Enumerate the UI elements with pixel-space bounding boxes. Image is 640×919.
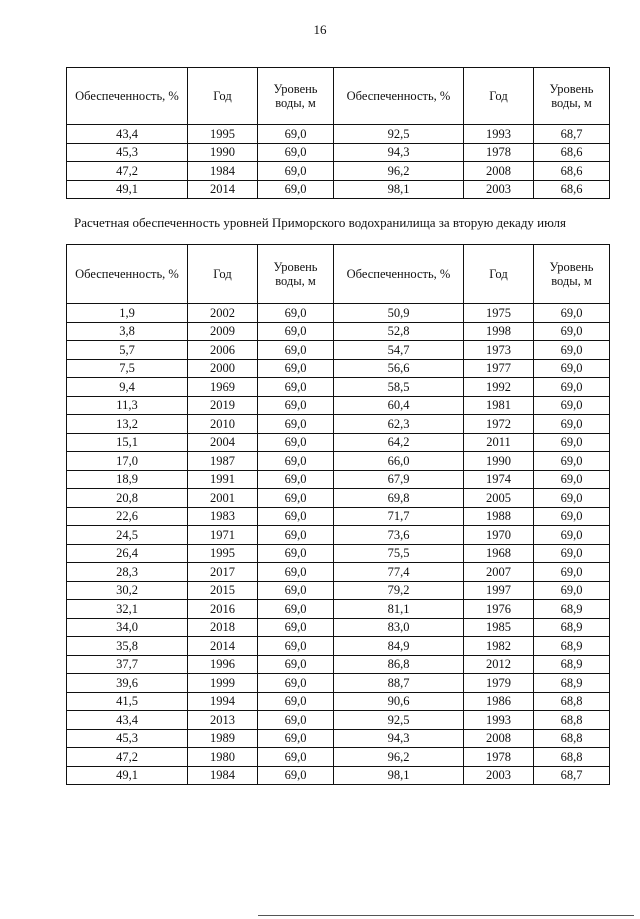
- cell-probability: 30,2: [67, 581, 188, 600]
- table-row: [67, 378, 610, 397]
- cell-year: 1984: [188, 766, 258, 785]
- cell-water-level: 69,0: [534, 581, 610, 600]
- cell-probability: 50,9: [334, 304, 464, 323]
- cell-probability: 7,5: [67, 359, 188, 378]
- cell-year: 1996: [188, 655, 258, 674]
- table-row: [67, 581, 610, 600]
- cell-probability: 47,2: [67, 162, 188, 181]
- cell-probability: 79,2: [334, 581, 464, 600]
- cell-probability: 11,3: [67, 396, 188, 415]
- cell-water-level: 68,8: [534, 748, 610, 767]
- table-row: [67, 470, 610, 489]
- cell-water-level: 69,0: [534, 341, 610, 360]
- cell-year: 2017: [188, 563, 258, 582]
- cell-probability: 92,5: [334, 711, 464, 730]
- cell-year: 1978: [464, 143, 534, 162]
- cell-year: 1990: [188, 143, 258, 162]
- header-water-level: Уровень воды, м: [534, 245, 610, 304]
- cell-year: 1979: [464, 674, 534, 693]
- cell-probability: 94,3: [334, 729, 464, 748]
- cell-water-level: 69,0: [258, 766, 334, 785]
- cell-probability: 81,1: [334, 600, 464, 619]
- table-row: [67, 711, 610, 730]
- cell-water-level: 69,0: [258, 433, 334, 452]
- cell-probability: 49,1: [67, 180, 188, 199]
- cell-probability: 96,2: [334, 748, 464, 767]
- cell-probability: 39,6: [67, 674, 188, 693]
- table-row: [67, 507, 610, 526]
- cell-water-level: 69,0: [258, 581, 334, 600]
- table-july-second-decade: [66, 244, 610, 785]
- header-year: Год: [188, 245, 258, 304]
- cell-water-level: 69,0: [258, 600, 334, 619]
- cell-year: 1978: [464, 748, 534, 767]
- table-row: [67, 637, 610, 656]
- cell-year: 2007: [464, 563, 534, 582]
- cell-year: 1987: [188, 452, 258, 471]
- cell-probability: 20,8: [67, 489, 188, 508]
- table-row: [67, 766, 610, 785]
- cell-water-level: 69,0: [258, 322, 334, 341]
- table-row: [67, 729, 610, 748]
- table-row: [67, 655, 610, 674]
- cell-year: 2015: [188, 581, 258, 600]
- cell-year: 2008: [464, 162, 534, 181]
- table-row: [67, 526, 610, 545]
- cell-year: 1995: [188, 544, 258, 563]
- table-row: [67, 433, 610, 452]
- table-row: [67, 452, 610, 471]
- cell-probability: 26,4: [67, 544, 188, 563]
- cell-year: 1991: [188, 470, 258, 489]
- cell-probability: 60,4: [334, 396, 464, 415]
- cell-year: 1994: [188, 692, 258, 711]
- cell-year: 1986: [464, 692, 534, 711]
- table-row: [67, 304, 610, 323]
- cell-year: 2013: [188, 711, 258, 730]
- cell-probability: 73,6: [334, 526, 464, 545]
- cell-probability: 90,6: [334, 692, 464, 711]
- cell-water-level: 68,7: [534, 125, 610, 144]
- cell-year: 1989: [188, 729, 258, 748]
- cell-water-level: 69,0: [534, 452, 610, 471]
- header-year: Год: [464, 68, 534, 125]
- cell-year: 2011: [464, 433, 534, 452]
- cell-year: 1985: [464, 618, 534, 637]
- table-row: [67, 322, 610, 341]
- cell-year: 2005: [464, 489, 534, 508]
- cell-water-level: 69,0: [258, 729, 334, 748]
- cell-year: 1968: [464, 544, 534, 563]
- cell-probability: 98,1: [334, 180, 464, 199]
- cell-year: 1975: [464, 304, 534, 323]
- cell-water-level: 69,0: [258, 452, 334, 471]
- cell-year: 1971: [188, 526, 258, 545]
- table-header-row: [67, 68, 610, 125]
- cell-year: 1973: [464, 341, 534, 360]
- table-row: [67, 600, 610, 619]
- cell-probability: 34,0: [67, 618, 188, 637]
- cell-water-level: 68,7: [534, 766, 610, 785]
- table-row: [67, 563, 610, 582]
- page-number: 16: [313, 22, 327, 37]
- header-year: Год: [188, 68, 258, 125]
- cell-probability: 69,8: [334, 489, 464, 508]
- cell-year: 2004: [188, 433, 258, 452]
- cell-water-level: 69,0: [258, 180, 334, 199]
- cell-probability: 92,5: [334, 125, 464, 144]
- cell-probability: 49,1: [67, 766, 188, 785]
- cell-water-level: 69,0: [534, 415, 610, 434]
- cell-water-level: 69,0: [258, 415, 334, 434]
- header-probability: Обеспеченность, %: [334, 245, 464, 304]
- cell-water-level: 69,0: [258, 692, 334, 711]
- cell-year: 2003: [464, 766, 534, 785]
- cell-probability: 47,2: [67, 748, 188, 767]
- cell-year: 1995: [188, 125, 258, 144]
- cell-probability: 54,7: [334, 341, 464, 360]
- cell-water-level: 69,0: [258, 378, 334, 397]
- header-water-level: Уровень воды, м: [258, 68, 334, 125]
- cell-year: 1982: [464, 637, 534, 656]
- cell-water-level: 68,8: [534, 692, 610, 711]
- cell-water-level: 69,0: [534, 304, 610, 323]
- cell-probability: 83,0: [334, 618, 464, 637]
- cell-probability: 58,5: [334, 378, 464, 397]
- table-row: [67, 162, 610, 181]
- cell-water-level: 69,0: [534, 322, 610, 341]
- cell-year: 1993: [464, 711, 534, 730]
- cell-probability: 77,4: [334, 563, 464, 582]
- cell-year: 2008: [464, 729, 534, 748]
- cell-probability: 88,7: [334, 674, 464, 693]
- cell-water-level: 68,9: [534, 674, 610, 693]
- cell-water-level: 69,0: [534, 544, 610, 563]
- cell-probability: 66,0: [334, 452, 464, 471]
- cell-probability: 43,4: [67, 711, 188, 730]
- cell-water-level: 68,8: [534, 711, 610, 730]
- table-row: [67, 341, 610, 360]
- cell-water-level: 69,0: [258, 143, 334, 162]
- cell-year: 1990: [464, 452, 534, 471]
- cell-probability: 75,5: [334, 544, 464, 563]
- cell-water-level: 69,0: [534, 433, 610, 452]
- cell-water-level: 69,0: [534, 378, 610, 397]
- cell-year: 2000: [188, 359, 258, 378]
- cell-water-level: 69,0: [258, 618, 334, 637]
- table-row: [67, 618, 610, 637]
- cell-water-level: 68,6: [534, 162, 610, 181]
- table-row: [67, 396, 610, 415]
- cell-year: 1977: [464, 359, 534, 378]
- table-row: [67, 748, 610, 767]
- cell-year: 1969: [188, 378, 258, 397]
- cell-probability: 71,7: [334, 507, 464, 526]
- cell-water-level: 69,0: [258, 125, 334, 144]
- table-row: [67, 489, 610, 508]
- cell-water-level: 68,9: [534, 655, 610, 674]
- cell-year: 2014: [188, 637, 258, 656]
- cell-year: 2001: [188, 489, 258, 508]
- cell-year: 1984: [188, 162, 258, 181]
- table-row: [67, 143, 610, 162]
- cell-year: 1970: [464, 526, 534, 545]
- cell-probability: 24,5: [67, 526, 188, 545]
- cell-probability: 86,8: [334, 655, 464, 674]
- cell-year: 1999: [188, 674, 258, 693]
- cell-water-level: 68,9: [534, 600, 610, 619]
- cell-probability: 9,4: [67, 378, 188, 397]
- cell-year: 1980: [188, 748, 258, 767]
- header-probability: Обеспеченность, %: [334, 68, 464, 125]
- cell-year: 2019: [188, 396, 258, 415]
- header-year: Год: [464, 245, 534, 304]
- header-probability: Обеспеченность, %: [67, 245, 188, 304]
- cell-water-level: 69,0: [258, 507, 334, 526]
- table-row: [67, 544, 610, 563]
- cell-probability: 3,8: [67, 322, 188, 341]
- cell-probability: 32,1: [67, 600, 188, 619]
- cell-water-level: 69,0: [258, 489, 334, 508]
- cell-year: 1974: [464, 470, 534, 489]
- cell-water-level: 68,6: [534, 180, 610, 199]
- cell-water-level: 68,8: [534, 729, 610, 748]
- header-water-level: Уровень воды, м: [534, 68, 610, 125]
- table-row: [67, 359, 610, 378]
- cell-probability: 37,7: [67, 655, 188, 674]
- cell-probability: 98,1: [334, 766, 464, 785]
- cell-water-level: 69,0: [534, 563, 610, 582]
- cell-probability: 28,3: [67, 563, 188, 582]
- cell-water-level: 69,0: [534, 489, 610, 508]
- cell-water-level: 68,9: [534, 618, 610, 637]
- cell-water-level: 69,0: [258, 341, 334, 360]
- table-header-row: [67, 245, 610, 304]
- cell-probability: 96,2: [334, 162, 464, 181]
- table-row: [67, 415, 610, 434]
- cell-probability: 5,7: [67, 341, 188, 360]
- cell-year: 1988: [464, 507, 534, 526]
- cell-year: 1981: [464, 396, 534, 415]
- cell-year: 2012: [464, 655, 534, 674]
- table-upper: [66, 67, 610, 199]
- page-bottom-rule: [258, 915, 634, 916]
- cell-year: 2014: [188, 180, 258, 199]
- cell-year: 2006: [188, 341, 258, 360]
- cell-water-level: 69,0: [258, 162, 334, 181]
- cell-probability: 43,4: [67, 125, 188, 144]
- cell-probability: 41,5: [67, 692, 188, 711]
- cell-probability: 22,6: [67, 507, 188, 526]
- cell-water-level: 69,0: [534, 396, 610, 415]
- cell-water-level: 69,0: [258, 470, 334, 489]
- cell-probability: 56,6: [334, 359, 464, 378]
- table-row: [67, 692, 610, 711]
- cell-probability: 15,1: [67, 433, 188, 452]
- cell-year: 2002: [188, 304, 258, 323]
- cell-probability: 13,2: [67, 415, 188, 434]
- cell-year: 2009: [188, 322, 258, 341]
- table-row: [67, 180, 610, 199]
- cell-probability: 18,9: [67, 470, 188, 489]
- cell-probability: 94,3: [334, 143, 464, 162]
- table-caption: Расчетная обеспеченность уровней Приморского водохранилища за вторую декаду июля: [73, 215, 566, 230]
- cell-year: 1993: [464, 125, 534, 144]
- cell-water-level: 69,0: [258, 711, 334, 730]
- cell-water-level: 69,0: [258, 396, 334, 415]
- cell-year: 2018: [188, 618, 258, 637]
- cell-year: 1983: [188, 507, 258, 526]
- cell-water-level: 69,0: [258, 563, 334, 582]
- cell-water-level: 69,0: [534, 526, 610, 545]
- cell-water-level: 69,0: [258, 748, 334, 767]
- cell-year: 1997: [464, 581, 534, 600]
- cell-water-level: 68,9: [534, 637, 610, 656]
- cell-water-level: 69,0: [258, 655, 334, 674]
- cell-water-level: 69,0: [258, 304, 334, 323]
- cell-probability: 45,3: [67, 729, 188, 748]
- cell-water-level: 69,0: [258, 674, 334, 693]
- cell-year: 2003: [464, 180, 534, 199]
- cell-probability: 35,8: [67, 637, 188, 656]
- header-probability: Обеспеченность, %: [67, 68, 188, 125]
- cell-year: 1976: [464, 600, 534, 619]
- table-row: [67, 674, 610, 693]
- cell-probability: 67,9: [334, 470, 464, 489]
- cell-water-level: 69,0: [534, 359, 610, 378]
- table-row: [67, 125, 610, 144]
- cell-probability: 64,2: [334, 433, 464, 452]
- cell-year: 2016: [188, 600, 258, 619]
- cell-probability: 17,0: [67, 452, 188, 471]
- cell-year: 1972: [464, 415, 534, 434]
- cell-probability: 1,9: [67, 304, 188, 323]
- cell-year: 1992: [464, 378, 534, 397]
- cell-water-level: 69,0: [258, 359, 334, 378]
- cell-water-level: 69,0: [258, 544, 334, 563]
- cell-probability: 62,3: [334, 415, 464, 434]
- cell-year: 1998: [464, 322, 534, 341]
- cell-year: 2010: [188, 415, 258, 434]
- cell-water-level: 68,6: [534, 143, 610, 162]
- cell-water-level: 69,0: [258, 637, 334, 656]
- cell-probability: 84,9: [334, 637, 464, 656]
- cell-water-level: 69,0: [534, 470, 610, 489]
- cell-water-level: 69,0: [258, 526, 334, 545]
- cell-water-level: 69,0: [534, 507, 610, 526]
- header-water-level: Уровень воды, м: [258, 245, 334, 304]
- cell-probability: 45,3: [67, 143, 188, 162]
- cell-probability: 52,8: [334, 322, 464, 341]
